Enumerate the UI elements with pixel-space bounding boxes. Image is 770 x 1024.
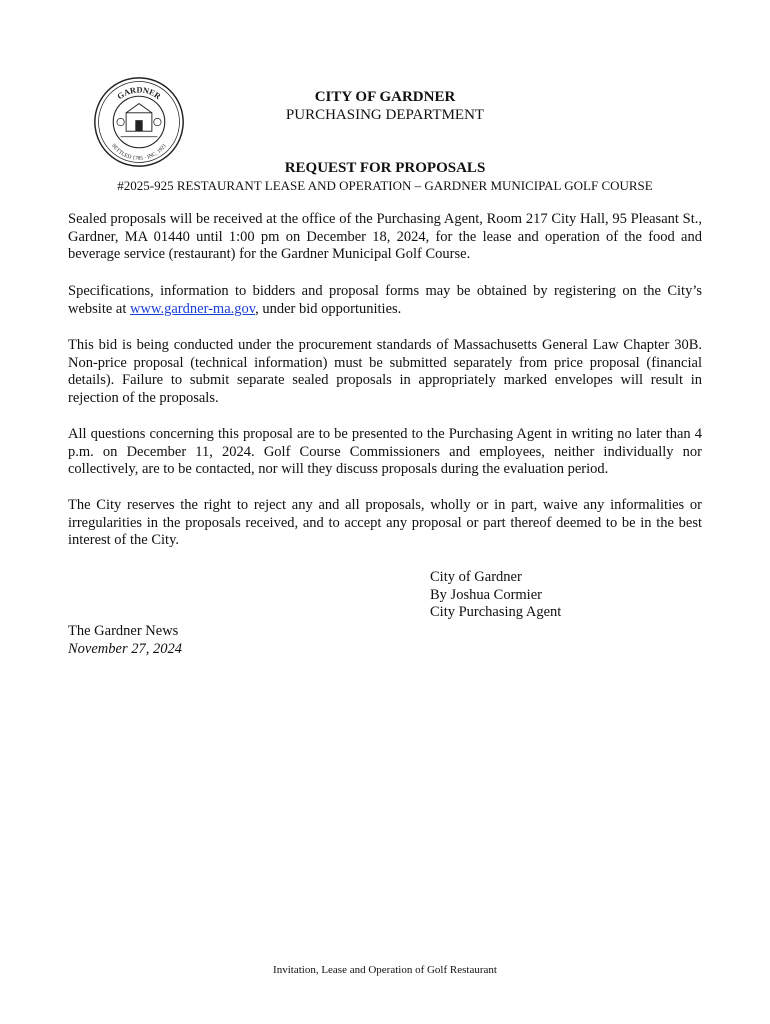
svg-text:SETTLED 1785 · INC. 1921: SETTLED 1785 · INC. 1921 — [109, 142, 169, 162]
paragraph-questions: All questions concerning this proposal are to be presented to the Purchasing Agent in writing no later than 4 p.m. on December 11, 2024. Golf Course Commissioners and employees, neither individually nor collectively, are to be contacted, nor will they discuss proposals during the evaluation period. — [68, 426, 702, 478]
specifications-text-end: , under bid opportunities. — [255, 300, 402, 317]
rfp-title: REQUEST FOR PROPOSALS — [284, 160, 486, 176]
city-website-link[interactable]: www.gardner-ma.gov — [130, 300, 256, 317]
paragraph-submission: Sealed proposals will be received at the office of the Purchasing Agent, Room 217 City Hall, 95 Pleasant St., Gardner, MA 01440 until 1:00 pm on December 18, 2024, for the lease and operation of the food and beverage service (restaurant) for the Gardner Municipal Golf Course. — [68, 211, 702, 263]
specifications-text: Specifications, information to bidders and proposal forms may be obtained by registering on the City’s website at — [68, 283, 702, 317]
page-footer: Invitation, Lease and Operation of Golf Restaurant — [273, 964, 497, 976]
signature-city: City of Gardner — [430, 569, 522, 585]
rfp-subtitle: #2025-925 RESTAURANT LEASE AND OPERATION – GARDNER MUNICIPAL GOLF COURSE — [117, 178, 653, 193]
department-title: PURCHASING DEPARTMENT — [285, 107, 485, 123]
paragraph-procurement: This bid is being conducted under the procurement standards of Massachusetts General Law Chapter 30B. Non-price proposal (technical information) must be submitted separately from price proposal (financial details). Failure to submit separate sealed proposals in appropriately marked envelopes will result in rejection of the proposals. — [68, 337, 702, 406]
paragraph-specifications — [68, 283, 702, 318]
paragraph-reservation: The City reserves the right to reject any and all proposals, wholly or in part, waive any informalities or irregularities in the proposals received, and to accept any proposal or part thereof deemed to be in the best interest of the City. — [68, 497, 702, 549]
city-title: CITY OF GARDNER — [314, 89, 456, 105]
svg-text:GARDNER: GARDNER — [115, 85, 163, 102]
signature-block — [430, 569, 561, 622]
publication-date: November 27, 2024 — [68, 640, 182, 657]
signature-title: City Purchasing Agent — [430, 604, 562, 621]
publication-name: The Gardner News — [68, 623, 179, 639]
signature-name: By Joshua Cormier — [430, 586, 542, 603]
publication-block — [68, 623, 182, 658]
